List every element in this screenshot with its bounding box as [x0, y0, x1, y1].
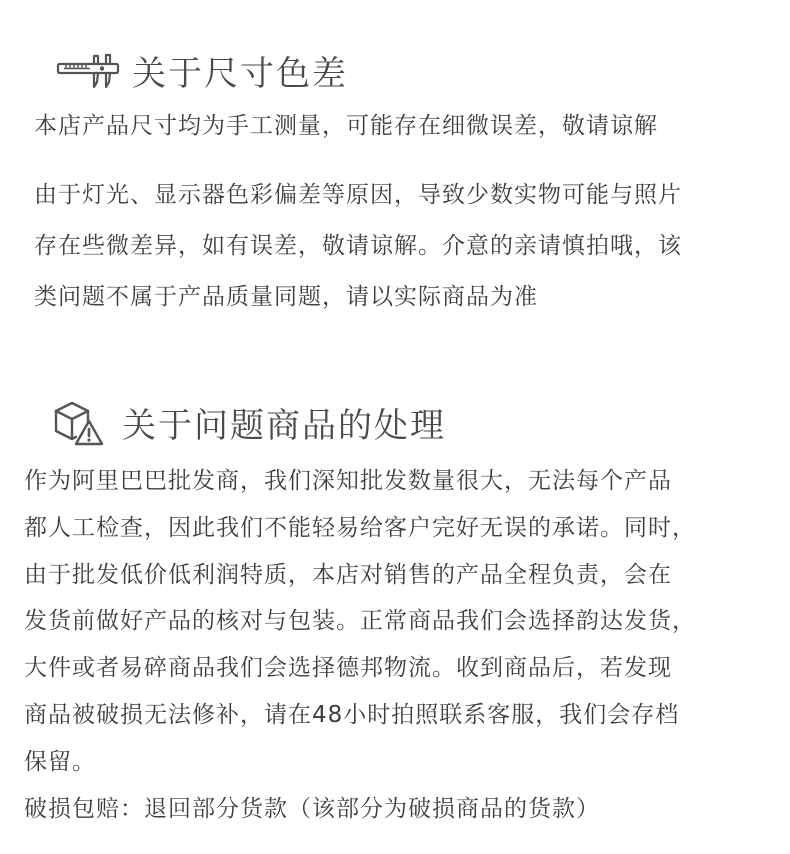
size-measurement-note: 本店产品尺寸均为手工测量，可能存在细微误差，敬请谅解: [34, 113, 658, 139]
paragraph-line: 都人工检查，因此我们不能轻易给客户完好无误的承诺。同时，: [24, 514, 696, 541]
paragraph-line: 大件或者易碎商品我们会选择德邦物流。收到商品后，若发现: [24, 655, 672, 682]
size-color-title: 关于尺寸色差: [132, 54, 348, 94]
paragraph-line: 由于灯光、显示器色彩偏差等原因，导致少数实物可能与照片: [34, 182, 682, 208]
color-difference-paragraph: [34, 170, 682, 323]
caliper-icon: [56, 51, 122, 91]
problem-goods-paragraph: [24, 458, 696, 832]
paragraph-line: 发货前做好产品的核对与包装。正常商品我们会选择韵达发货，: [24, 608, 696, 635]
paragraph-line: 存在些微差异，如有误差，敬请谅解。介意的亲请慎拍哦，该: [34, 233, 682, 259]
damaged-box-warning-icon: [52, 399, 104, 447]
paragraph-line: 作为阿里巴巴批发商，我们深知批发数量很大，无法每个产品: [24, 468, 672, 494]
paragraph-line: 保留。: [24, 748, 96, 775]
paragraph-line: 类问题不属于产品质量同题，请以实际商品为准: [34, 284, 538, 310]
size-color-heading: [56, 46, 348, 95]
paragraph-line: 商品被破损无法修补，请在48小时拍照联系客服，我们会存档: [24, 701, 680, 728]
compensation-line: 破损包赔：退回部分货款（该部分为破损商品的货款）: [24, 795, 600, 822]
problem-goods-heading: [52, 398, 446, 447]
paragraph-line: 由于批发低价低利润特质，本店对销售的产品全程负责，会在: [24, 561, 672, 588]
problem-goods-title: 关于问题商品的处理: [122, 406, 446, 446]
